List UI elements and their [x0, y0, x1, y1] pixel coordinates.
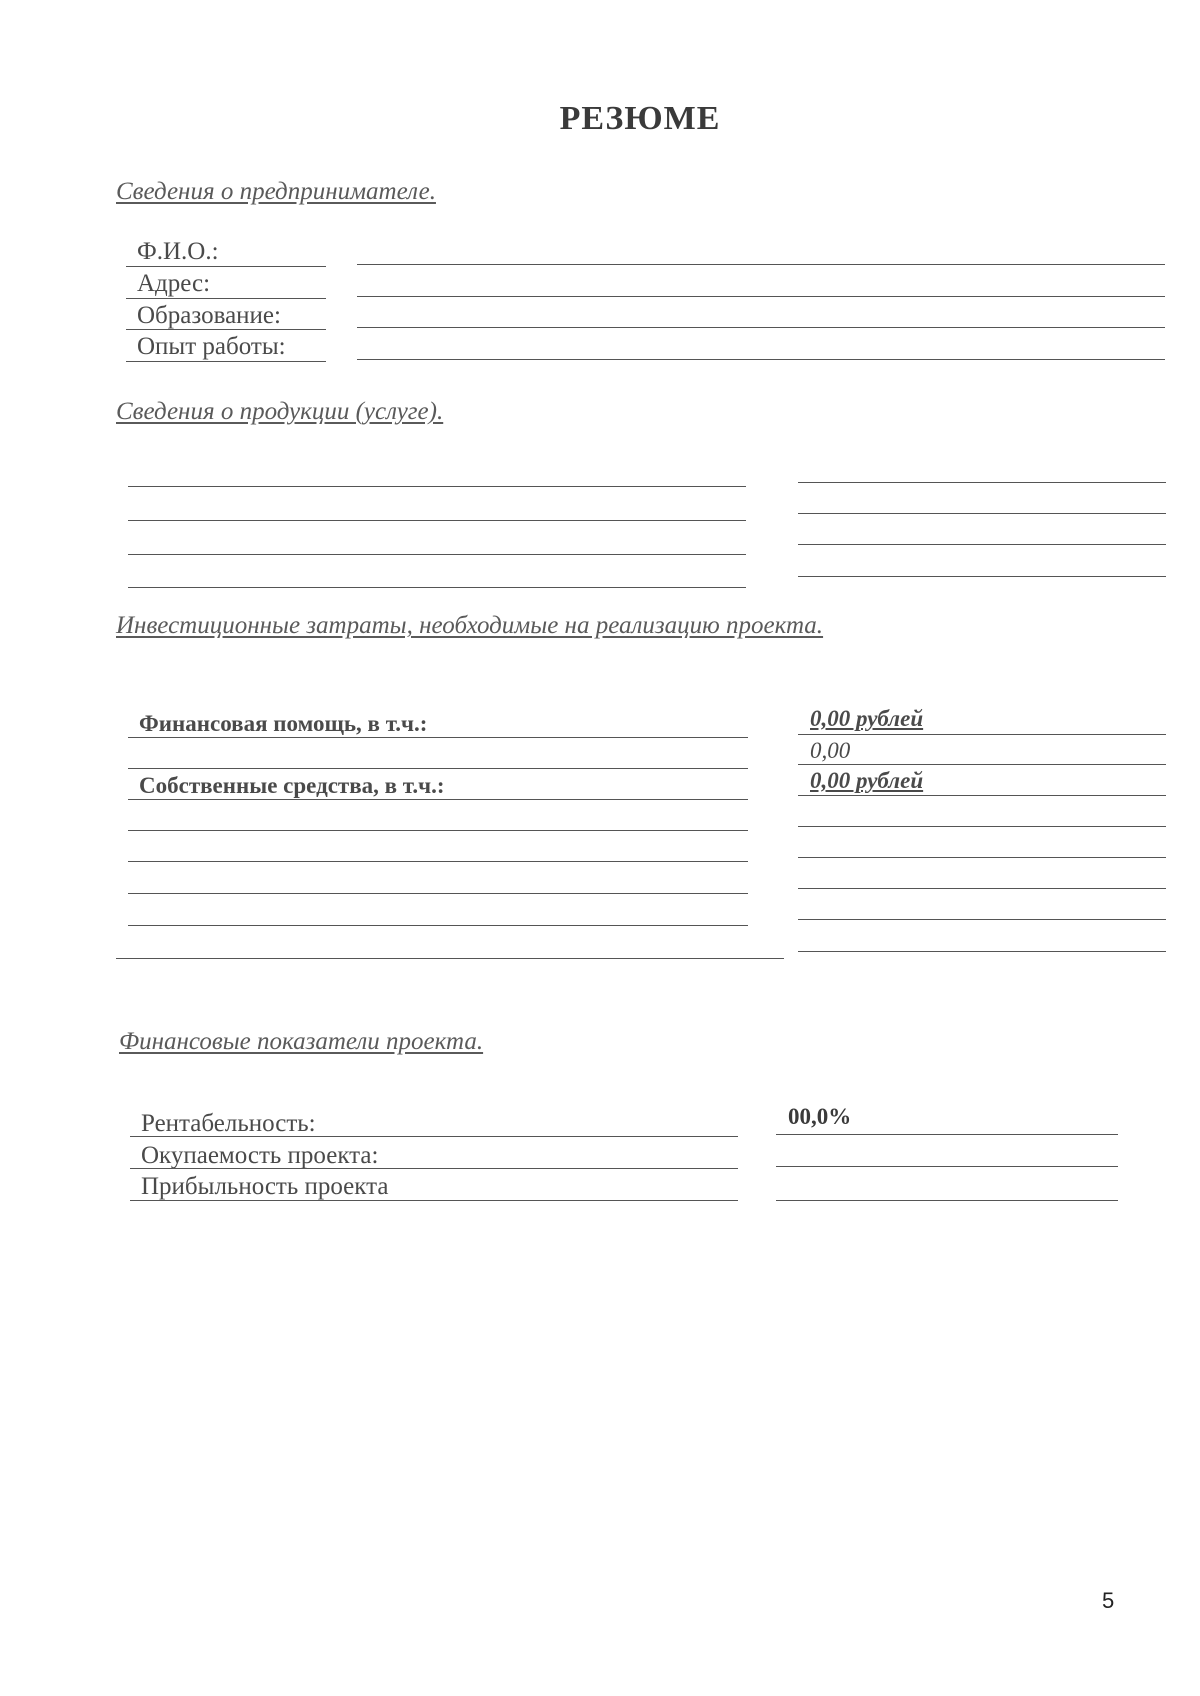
- label-underline: [126, 329, 326, 330]
- page-number: 5: [1102, 1588, 1115, 1613]
- indicator-label-profitability: Рентабельность:: [141, 1110, 316, 1137]
- field-line-address[interactable]: [357, 296, 1165, 297]
- investment-line-right[interactable]: [798, 951, 1166, 952]
- investment-line-left[interactable]: [128, 830, 748, 831]
- indicator-line-left: [130, 1168, 738, 1169]
- own-funds-label: Собственные средства, в т.ч.:: [139, 773, 445, 798]
- label-underline: [126, 266, 326, 267]
- product-line-right[interactable]: [798, 482, 1166, 483]
- label-underline: [126, 361, 326, 362]
- investment-line-right[interactable]: [798, 826, 1166, 827]
- section-heading-investment: Инвестиционные затраты, необходимые на реализацию проекта.: [116, 612, 824, 639]
- product-line-left[interactable]: [128, 520, 746, 521]
- product-line-left[interactable]: [128, 554, 746, 555]
- field-label-experience: Опыт работы:: [137, 333, 286, 360]
- investment-line-right: [798, 764, 1166, 765]
- product-line-left[interactable]: [128, 587, 746, 588]
- field-line-education[interactable]: [357, 327, 1165, 328]
- investment-line-left[interactable]: [128, 768, 748, 769]
- indicator-label-payback: Окупаемость проекта:: [141, 1142, 379, 1169]
- field-line-full-name[interactable]: [357, 264, 1165, 265]
- field-label-education: Образование:: [137, 302, 281, 329]
- label-underline: [126, 298, 326, 299]
- financial-aid-label: Финансовая помощь, в т.ч.:: [139, 711, 428, 736]
- investment-line-left: [128, 737, 748, 738]
- investment-line-right: [798, 795, 1166, 796]
- product-line-right[interactable]: [798, 576, 1166, 577]
- investment-line-right: [798, 734, 1166, 735]
- section-heading-indicators: Финансовые показатели проекта.: [119, 1028, 484, 1055]
- investment-line-right[interactable]: [798, 919, 1166, 920]
- section-heading-product: Сведения о продукции (услуге).: [116, 398, 444, 425]
- indicator-line-right[interactable]: [776, 1200, 1118, 1201]
- investment-line-left[interactable]: [128, 893, 748, 894]
- financial-aid-sub-value: 0,00: [810, 738, 851, 763]
- indicator-line-right[interactable]: [776, 1166, 1118, 1167]
- investment-line-right[interactable]: [798, 857, 1166, 858]
- indicator-line-right[interactable]: [776, 1134, 1118, 1135]
- product-line-right[interactable]: [798, 544, 1166, 545]
- investment-line-left[interactable]: [128, 861, 748, 862]
- own-funds-value: 0,00 рублей: [810, 768, 924, 793]
- indicator-line-left: [130, 1136, 738, 1137]
- page-title: РЕЗЮМЕ: [559, 100, 721, 137]
- investment-line-left[interactable]: [128, 925, 748, 926]
- product-line-right[interactable]: [798, 513, 1166, 514]
- field-line-experience[interactable]: [357, 359, 1165, 360]
- investment-line-right[interactable]: [798, 888, 1166, 889]
- product-line-left[interactable]: [128, 486, 746, 487]
- field-label-address: Адрес:: [137, 270, 211, 297]
- financial-aid-value: 0,00 рублей: [810, 706, 924, 731]
- field-label-full-name: Ф.И.О.:: [137, 238, 219, 265]
- section-heading-entrepreneur: Сведения о предпринимателе.: [116, 178, 436, 205]
- indicator-label-profit: Прибыльность проекта: [141, 1173, 389, 1200]
- investment-line-left: [128, 799, 748, 800]
- indicator-line-left: [130, 1200, 738, 1201]
- indicator-value-profitability: 00,0%: [788, 1104, 852, 1129]
- investment-line-left[interactable]: [116, 958, 784, 959]
